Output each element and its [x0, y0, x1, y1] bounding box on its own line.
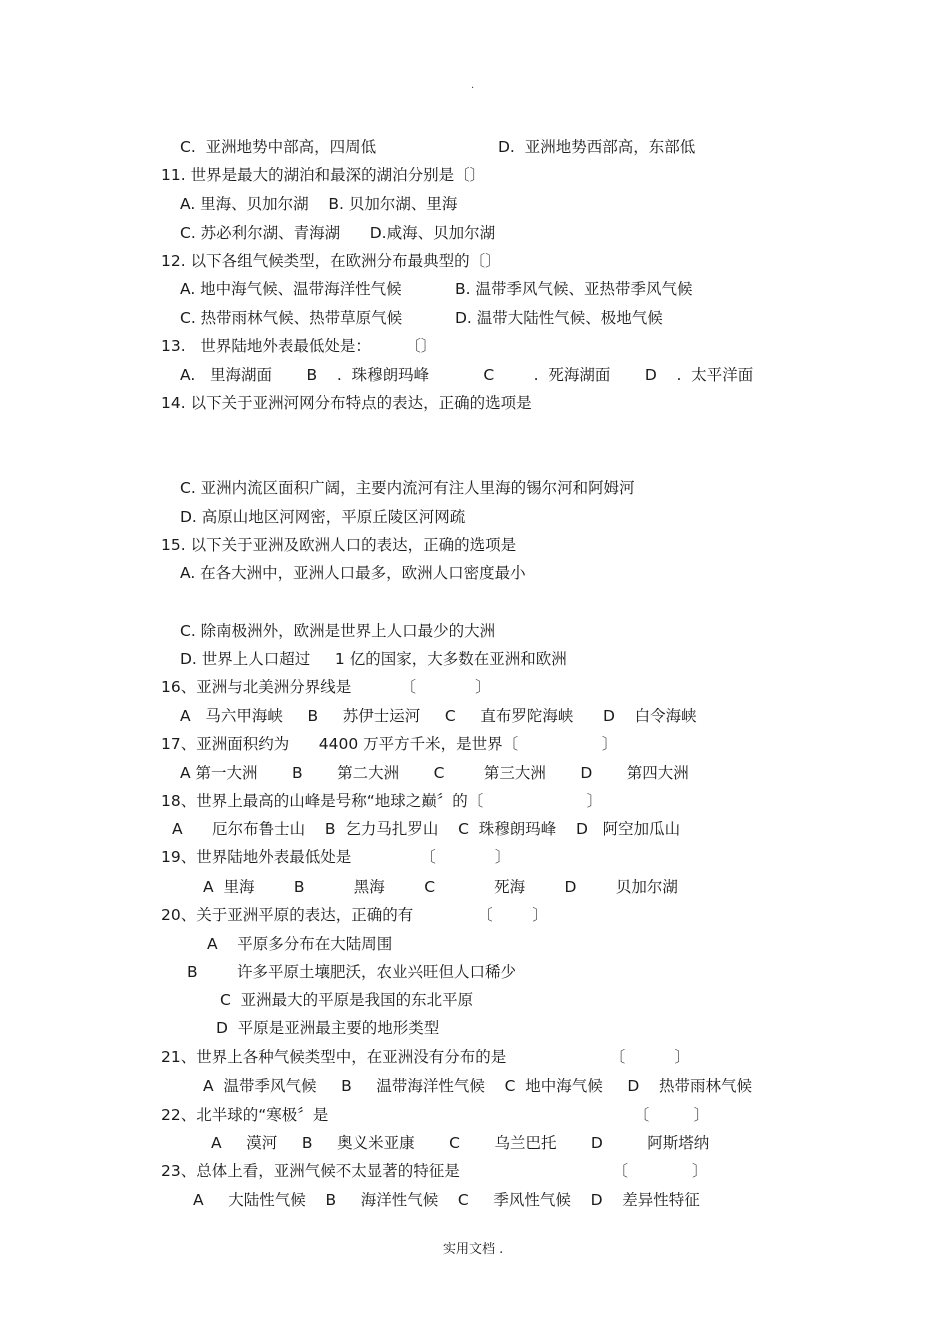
q18-options: A 厄尔布鲁士山 B 乞力马扎罗山 C 珠穆朗玛峰 D 阿空加瓜山 [172, 820, 681, 838]
q21-options: A 温带季风气候 B 温带海洋性气候 C 地中海气候 D 热带雨林气候 [203, 1077, 753, 1095]
q20-option-c: C 亚洲最大的平原是我国的东北平原 [220, 991, 474, 1009]
q14-option-c: C. 亚洲内流区面积广阔，主要内流河有注人里海的锡尔河和阿姆河 [180, 479, 635, 497]
q21-stem: 21、世界上各种气候类型中，在亚洲没有分布的是 〔 〕 [161, 1048, 690, 1066]
q20-option-a: A 平原多分布在大陆周围 [207, 935, 393, 953]
q18-stem: 18、世界上最高的山峰是号称“地球之巅〞的〔 〕 [161, 792, 603, 810]
q12-option-c: C. 热带雨林气候、热带草原气候 [180, 309, 403, 327]
q12-option-a: A. 地中海气候、温带海洋性气候 [180, 280, 402, 298]
q11-options-ab: A. 里海、贝加尔湖 B. 贝加尔湖、里海 [180, 195, 458, 213]
q12-option-d: D. 温带大陆性气候、极地气候 [455, 309, 663, 327]
q10-option-c: C. 亚洲地势中部高，四周低 [180, 138, 377, 156]
q22-stem: 22、北半球的“寒极〞是 〔 〕 [161, 1106, 710, 1124]
q14-option-d: D. 高原山地区河网密，平原丘陵区河网疏 [180, 508, 466, 526]
q22-options: A 漠河 B 奥义米亚康 C 乌兰巴托 D 阿斯塔纳 [211, 1134, 710, 1152]
q16-stem: 16、亚洲与北美洲分界线是 〔 〕 [161, 678, 491, 696]
q14-stem: 14. 以下关于亚洲河网分布特点的表达，正确的选项是 [161, 394, 532, 412]
q20-option-b: B 许多平原土壤肥沃，农业兴旺但人口稀少 [187, 963, 517, 981]
q23-options: A 大陆性气候 B 海洋性气候 C 季风性气候 D 差异性特征 [193, 1191, 700, 1209]
q15-option-a: A. 在各大洲中，亚洲人口最多，欧洲人口密度最小 [180, 564, 526, 582]
q20-stem: 20、关于亚洲平原的表达，正确的有 〔 〕 [161, 906, 548, 924]
q23-stem: 23、总体上看，亚洲气候不太显著的特征是 〔 〕 [161, 1162, 708, 1180]
q11-options-cd: C. 苏必利尔湖、青海湖 D.咸海、贝加尔湖 [180, 224, 496, 242]
q13-options: A. 里海湖面 B . 珠穆朗玛峰 C . 死海湖面 D . 太平洋面 [180, 366, 754, 384]
q19-stem: 19、世界陆地外表最低处是 〔 〕 [161, 848, 511, 866]
q15-option-d: D. 世界上人口超过 1 亿的国家，大多数在亚洲和欧洲 [180, 650, 567, 668]
q17-stem: 17、亚洲面积约为 4400 万平方千米，是世界〔 〕 [161, 735, 618, 753]
q16-options: A 马六甲海峡 B 苏伊士运河 C 直布罗陀海峡 D 白令海峡 [180, 707, 697, 725]
q15-option-c: C. 除南极洲外，欧洲是世界上人口最少的大洲 [180, 622, 496, 640]
q10-option-d: D. 亚洲地势西部高，东部低 [498, 138, 696, 156]
q11-stem: 11. 世界是最大的湖泊和最深的湖泊分别是〔〕 [161, 166, 486, 184]
q19-options: A 里海 B 黑海 C 死海 D 贝加尔湖 [203, 878, 678, 896]
q12-stem: 12. 以下各组气候类型，在欧洲分布最典型的〔〕 [161, 252, 501, 270]
q17-options: A 第一大洲 B 第二大洲 C 第三大洲 D 第四大洲 [180, 764, 689, 782]
page-footer: 实用文档 . [443, 1242, 504, 1257]
q20-option-d: D 平原是亚洲最主要的地形类型 [216, 1019, 440, 1037]
q13-stem: 13. 世界陆地外表最低处是： 〔〕 [161, 337, 437, 355]
header-dot: . [471, 80, 475, 91]
q12-option-b: B. 温带季风气候、亚热带季风气候 [455, 280, 693, 298]
q15-stem: 15. 以下关于亚洲及欧洲人口的表达，正确的选项是 [161, 536, 517, 554]
